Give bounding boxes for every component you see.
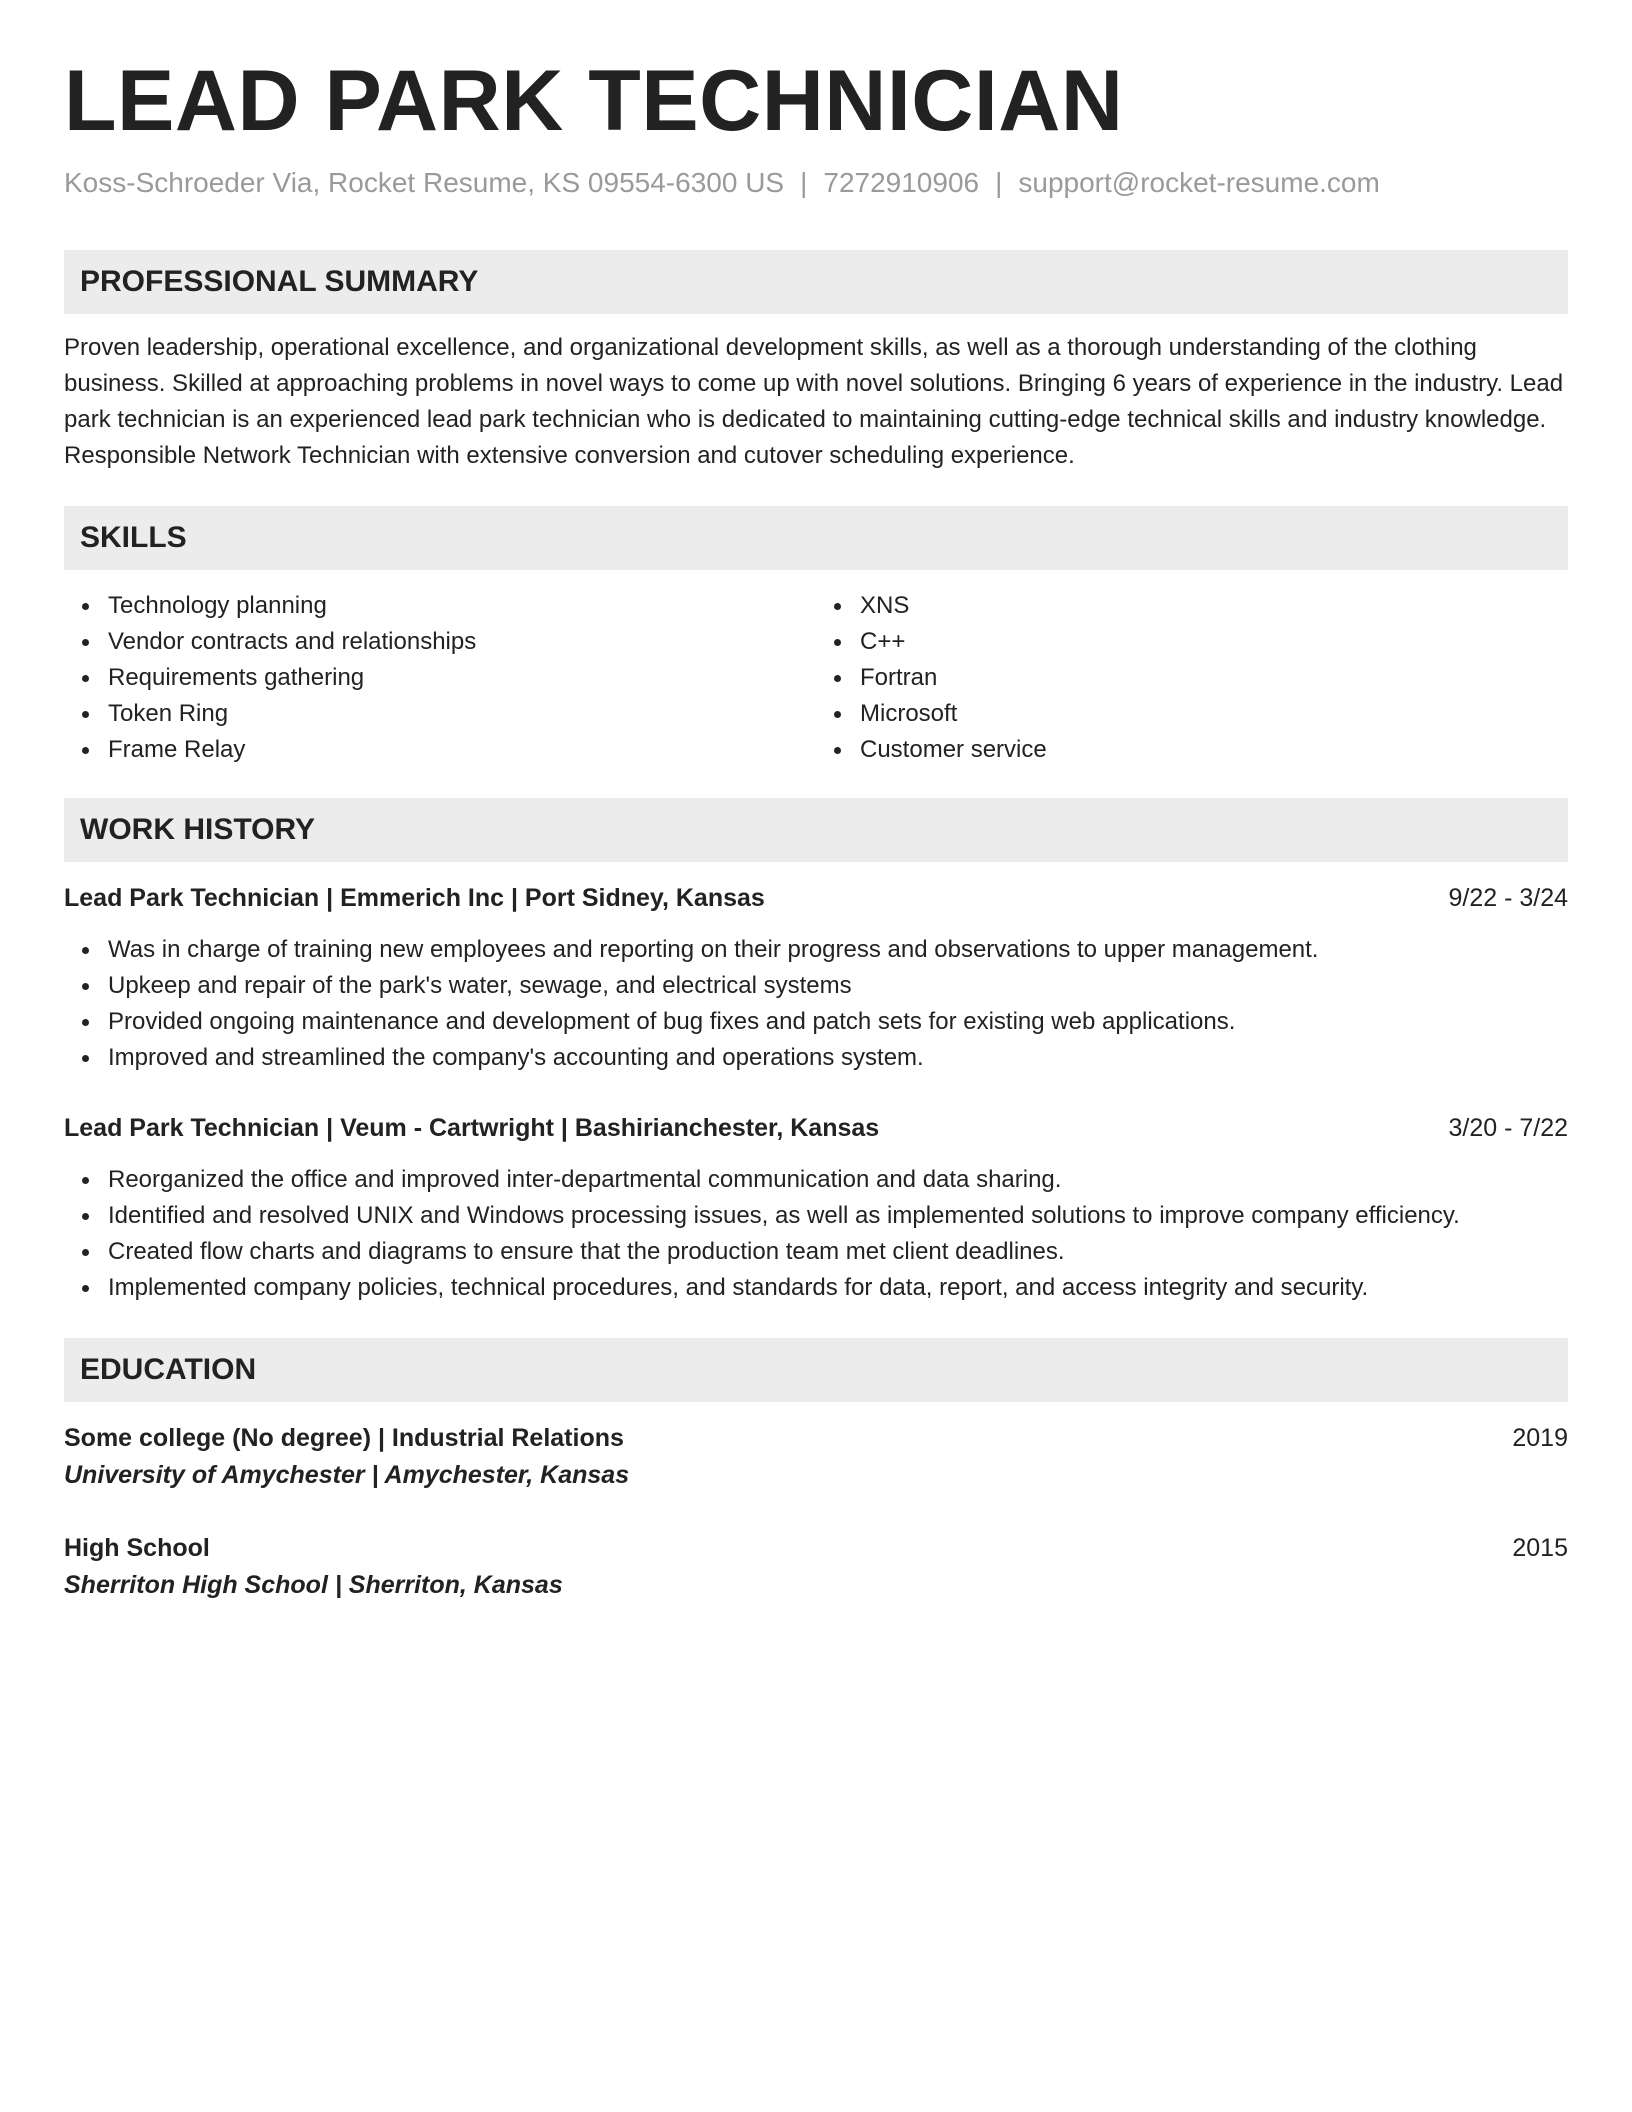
contact-email: support@rocket-resume.com — [1018, 167, 1380, 198]
skill-item: Fortran — [816, 660, 1568, 696]
job-duty: Created flow charts and diagrams to ensure that the production team met client deadlines. — [64, 1234, 1568, 1270]
education-entry-header — [64, 1420, 1568, 1456]
skills-column-right — [816, 588, 1568, 768]
education-degree: High School — [64, 1533, 210, 1562]
job-dates: 3/20 - 7/22 — [1448, 1113, 1568, 1142]
job-duty: Implemented company policies, technical procedures, and standards for data, report, and access integrity and security. — [64, 1270, 1568, 1306]
skill-item: Requirements gathering — [64, 660, 816, 696]
job-title: Lead Park Technician | Emmerich Inc | Port Sidney, Kansas — [64, 883, 765, 912]
job-duty: Provided ongoing maintenance and development of bug fixes and patch sets for existing web applications. — [64, 1004, 1568, 1040]
section-heading-work-history: WORK HISTORY — [64, 798, 1568, 862]
skill-item: XNS — [816, 588, 1568, 624]
work-entry — [64, 880, 1568, 1076]
education-year: 2015 — [1512, 1533, 1568, 1562]
contact-line — [64, 166, 1568, 200]
skill-item: Vendor contracts and relationships — [64, 624, 816, 660]
job-duties-list — [64, 932, 1568, 1076]
job-duty: Was in charge of training new employees and reporting on their progress and observations to upper management. — [64, 932, 1568, 968]
education-degree: Some college (No degree) | Industrial Relations — [64, 1423, 624, 1452]
job-title: Lead Park Technician | Veum - Cartwright | Bashirianchester, Kansas — [64, 1113, 880, 1142]
job-duty: Improved and streamlined the company's accounting and operations system. — [64, 1040, 1568, 1076]
resume-name: LEAD PARK TECHNICIAN — [64, 53, 1124, 149]
education-entry — [64, 1530, 1568, 1604]
skill-item: Frame Relay — [64, 732, 816, 768]
education-school: Sherriton High School | Sherriton, Kansas — [64, 1570, 563, 1599]
contact-separator: | — [800, 167, 808, 198]
contact-phone: 7272910906 — [823, 167, 980, 198]
work-entry — [64, 1110, 1568, 1306]
section-heading-summary: PROFESSIONAL SUMMARY — [64, 250, 1568, 314]
skill-item: C++ — [816, 624, 1568, 660]
skill-item: Token Ring — [64, 696, 816, 732]
education-school: University of Amychester | Amychester, Kansas — [64, 1460, 630, 1489]
section-heading-skills: SKILLS — [64, 506, 1568, 570]
job-dates: 9/22 - 3/24 — [1448, 883, 1568, 912]
job-duty: Upkeep and repair of the park's water, sewage, and electrical systems — [64, 968, 1568, 1004]
skill-item: Technology planning — [64, 588, 816, 624]
job-duty: Identified and resolved UNIX and Windows processing issues, as well as implemented solutions to improve company efficiency. — [64, 1198, 1568, 1234]
skill-item: Customer service — [816, 732, 1568, 768]
work-entry-header — [64, 880, 1568, 916]
skill-item: Microsoft — [816, 696, 1568, 732]
contact-separator: | — [995, 167, 1003, 198]
education-entry — [64, 1420, 1568, 1494]
summary-text: Proven leadership, operational excellence, and organizational development skills, as well as a thorough understanding of the clothing business. Skilled at approaching problems in novel ways to come up with novel solutions. Bringing 6 years of experience in the industry. Lead park technician is an experienced lead park technician who is dedicated to maintaining cutting-edge technical skills and industry knowledge. Responsible Network Technician with extensive conversion and cutover scheduling experience. — [64, 333, 1564, 469]
job-duty: Reorganized the office and improved inter-departmental communication and data sharing. — [64, 1162, 1568, 1198]
education-year: 2019 — [1512, 1423, 1568, 1452]
skills-list — [64, 588, 1568, 768]
education-entry-header — [64, 1530, 1568, 1566]
section-heading-education: EDUCATION — [64, 1338, 1568, 1402]
job-duties-list — [64, 1162, 1568, 1306]
contact-address: Koss-Schroeder Via, Rocket Resume, KS 09554-6300 US — [64, 167, 785, 198]
work-entry-header — [64, 1110, 1568, 1146]
skills-column-left — [64, 588, 816, 768]
